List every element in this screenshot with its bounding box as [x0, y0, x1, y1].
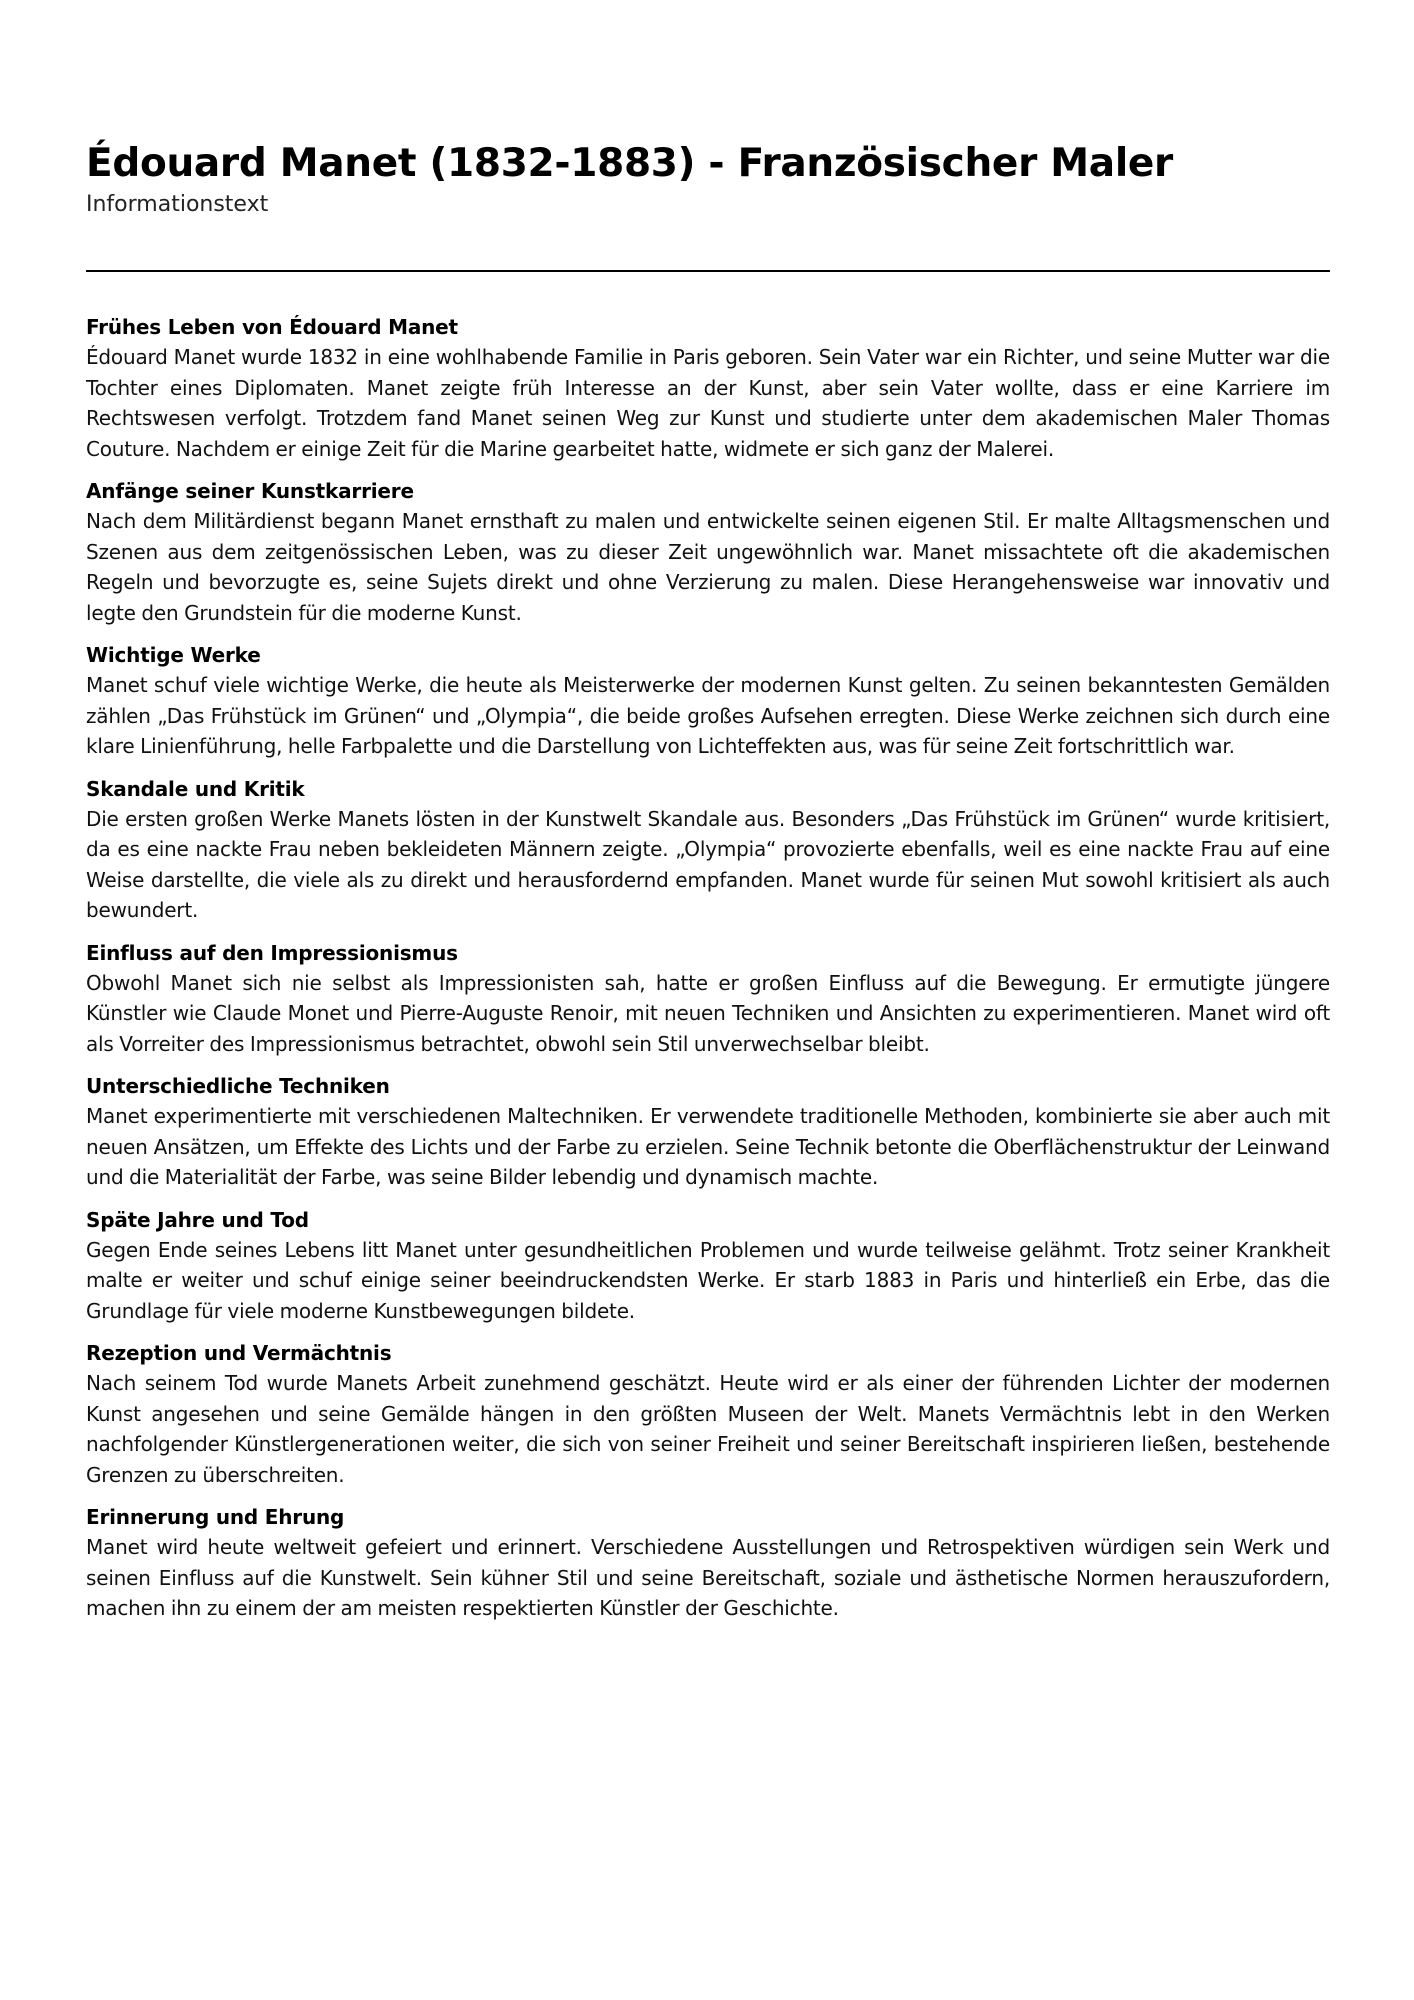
section-text: Manet wird heute weltweit gefeiert und erinnert. Verschiedene Ausstellungen und Retrospektiven würdigen sein Werk und seinen Einfluss auf die Kunstwelt. Sein kühner Stil und seine Bereitschaft, soziale und ästhetische Normen herauszufordern, machen ihn zu einem der am meisten respektierten Künstler der Geschichte.	[86, 1535, 1330, 1620]
section-remembrance	[86, 1502, 1330, 1624]
section-legacy	[86, 1338, 1330, 1490]
section-heading: Frühes Leben von Édouard Manet	[86, 315, 458, 339]
section-late-years	[86, 1205, 1330, 1327]
section-impressionism	[86, 938, 1330, 1060]
section-early-life	[86, 312, 1330, 464]
section-text: Die ersten großen Werke Manets lösten in der Kunstwelt Skandale aus. Besonders „Das Frühstück im Grünen“ wurde kritisiert, da es eine nackte Frau neben bekleideten Männern zeigte. „Olympia“ provozierte ebenfalls, weil es eine nackte Frau auf eine Weise darstellte, die viele als zu direkt und herausfordernd empfanden. Manet wurde für seinen Mut sowohl kritisiert als auch bewundert.	[86, 806, 1330, 922]
section-text: Manet schuf viele wichtige Werke, die heute als Meisterwerke der modernen Kunst gelten. Zu seinen bekanntesten Gemälden zählen „Das Frühstück im Grünen“ und „Olympia“, die beide großes Aufsehen erregten. Diese Werke zeichnen sich durch eine klare Linienführung, helle Farbpalette und die Darstellung von Lichteffekten aus, was für seine Zeit fortschrittlich war.	[86, 673, 1330, 758]
section-important-works	[86, 640, 1330, 762]
section-text: Nach seinem Tod wurde Manets Arbeit zunehmend geschätzt. Heute wird er als einer der führenden Lichter der modernen Kunst angesehen und seine Gemälde hängen in den größten Museen der Welt. Manets Vermächtnis lebt in den Werken nachfolgender Künstlergenerationen weiter, die sich von seiner Freiheit und seiner Bereitschaft inspirieren ließen, bestehende Grenzen zu überschreiten.	[86, 1371, 1330, 1487]
section-heading: Anfänge seiner Kunstkarriere	[86, 479, 414, 503]
section-scandals	[86, 774, 1330, 926]
header-divider	[86, 270, 1330, 272]
section-career-beginnings	[86, 476, 1330, 628]
document-subtitle: Informationstext	[86, 192, 269, 217]
section-heading: Skandale und Kritik	[86, 776, 305, 801]
section-text: Édouard Manet wurde 1832 in eine wohlhabende Familie in Paris geboren. Sein Vater war ein Richter, und seine Mutter war die Tochter eines Diplomaten. Manet zeigte früh Interesse an der Kunst, aber sein Vater wollte, dass er eine Karriere im Rechtswesen verfolgt. Trotzdem fand Manet seinen Weg zur Kunst und studierte unter dem akademischen Maler Thomas Couture. Nachdem er einige Zeit für die Marine gearbeitet hatte, widmete er sich ganz der Malerei.	[86, 345, 1330, 461]
section-text: Manet experimentierte mit verschiedenen Maltechniken. Er verwendete traditionelle Methoden, kombinierte sie aber auch mit neuen Ansätzen, um Effekte des Lichts und der Farbe zu erzielen. Seine Technik betonte die Oberflächenstruktur der Leinwand und die Materialität der Farbe, was seine Bilder lebendig und dynamisch machte.	[86, 1104, 1330, 1189]
section-heading: Erinnerung und Ehrung	[86, 1505, 345, 1529]
section-techniques	[86, 1071, 1330, 1193]
section-text: Nach dem Militärdienst begann Manet ernsthaft zu malen und entwickelte seinen eigenen Stil. Er malte Alltagsmenschen und Szenen aus dem zeitgenössischen Leben, was zu dieser Zeit ungewöhnlich war. Manet missachtete oft die akademischen Regeln und bevorzugte es, seine Sujets direkt und ohne Verzierung zu malen. Diese Herangehensweise war innovativ und legte den Grundstein für die moderne Kunst.	[86, 509, 1330, 625]
section-text: Gegen Ende seines Lebens litt Manet unter gesundheitlichen Problemen und wurde teilweise gelähmt. Trotz seiner Krankheit malte er weiter und schuf einige seiner beeindruckendsten Werke. Er starb 1883 in Paris und hinterließ ein Erbe, das die Grundlage für viele moderne Kunstbewegungen bildete.	[86, 1237, 1330, 1323]
document-body	[86, 312, 1330, 1636]
section-heading: Späte Jahre und Tod	[86, 1207, 309, 1232]
document-header	[86, 138, 1330, 220]
section-text: Obwohl Manet sich nie selbst als Impressionisten sah, hatte er großen Einfluss auf die Bewegung. Er ermutigte jüngere Künstler wie Claude Monet und Pierre-Auguste Renoir, mit neuen Techniken und Ansichten zu experimentieren. Manet wird oft als Vorreiter des Impressionismus betrachtet, obwohl sein Stil unverwechselbar bleibt.	[86, 970, 1330, 1056]
section-heading: Unterschiedliche Techniken	[86, 1074, 390, 1098]
section-heading: Einfluss auf den Impressionismus	[86, 940, 458, 965]
document-title: Édouard Manet (1832-1883) - Französischer Maler	[86, 141, 1173, 186]
section-heading: Rezeption und Vermächtnis	[86, 1341, 392, 1365]
section-heading: Wichtige Werke	[86, 643, 261, 667]
